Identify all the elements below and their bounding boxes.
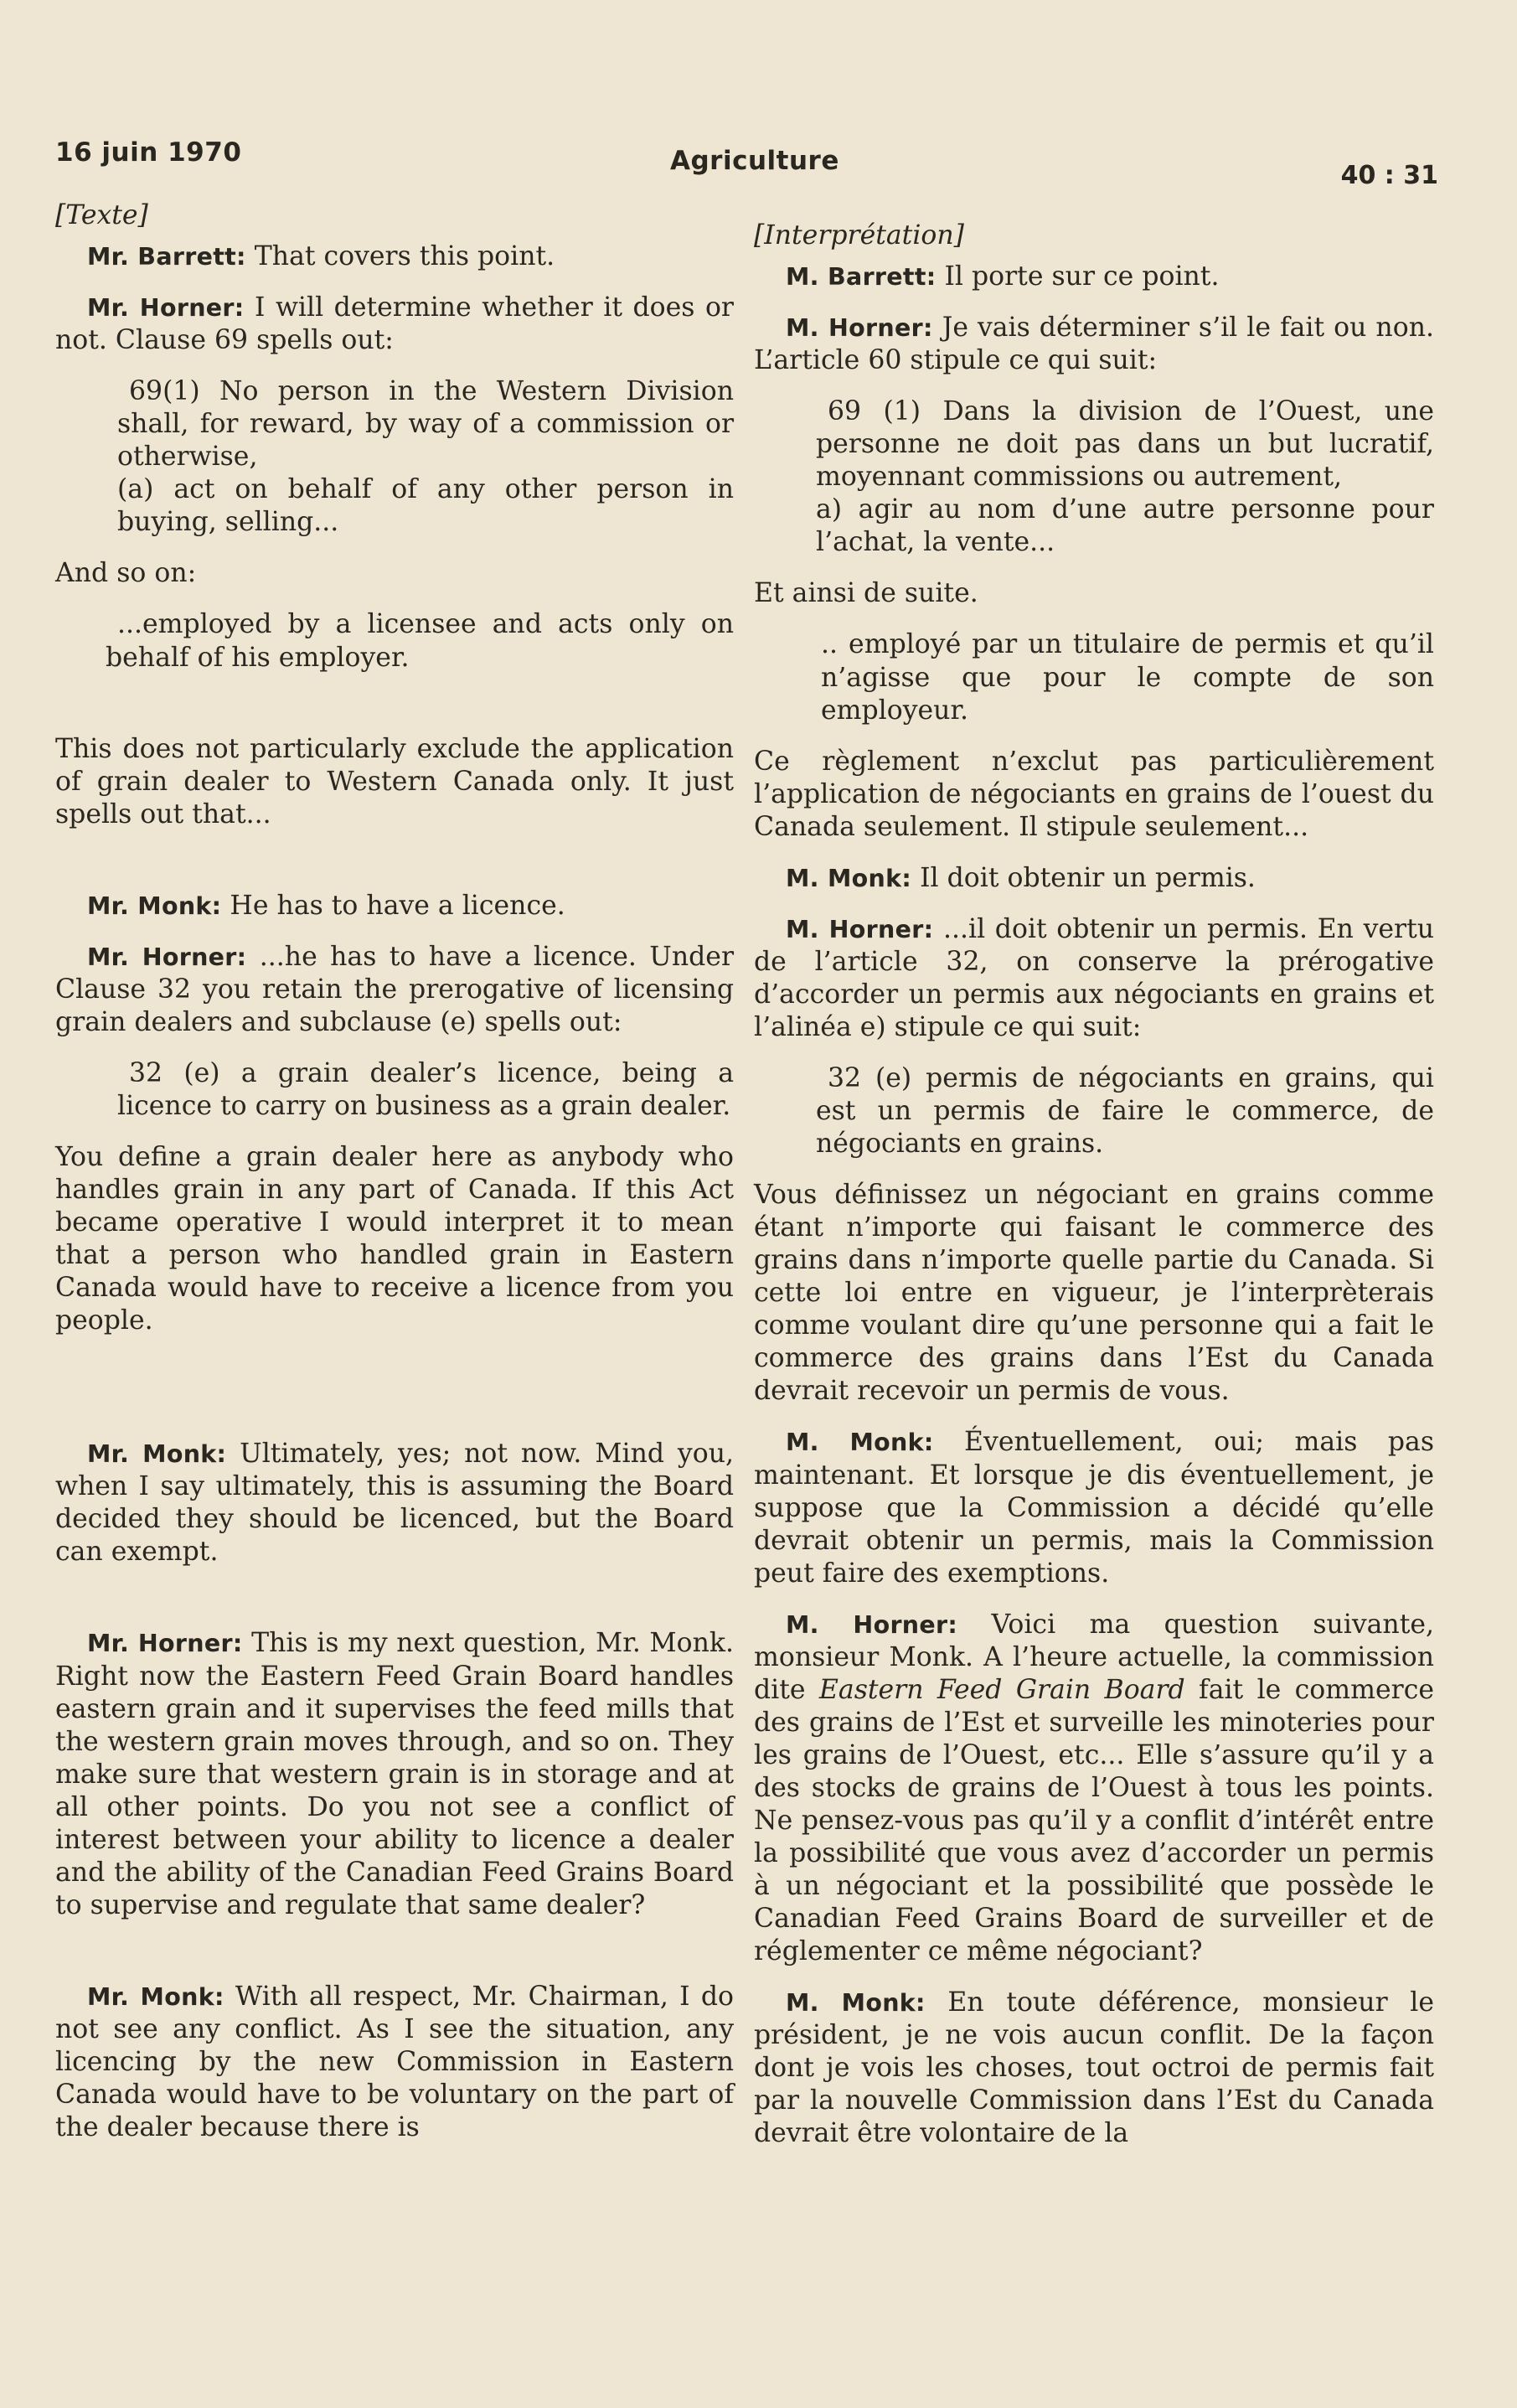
speaker-name: M. Monk: — [786, 864, 912, 892]
quotation: ...employed by a licensee and acts only on behalf of his employer. — [106, 609, 734, 673]
speaker-name: Mr. Horner: — [87, 1630, 243, 1658]
speech-horner-1 — [55, 292, 734, 357]
speaker-name: Mr. Horner: — [87, 943, 247, 971]
speech-text: This is my next question, Mr. Monk. Right now the Eastern Feed Grain Board handles eastern grain and it supervises the feed mills that the western grain moves through, and so on. They make sure that western grain is in storage and at all other points. Do you not see a conflict of interest between your ability to licence a dealer and the ability of the Canadian Feed Grains Board to supervise and regulate that same dealer? — [55, 1628, 734, 1920]
speaker-name: M. Horner: — [786, 1610, 958, 1639]
speech-barrett — [754, 261, 1434, 293]
speaker-name: M. Monk: — [786, 1429, 934, 1457]
speech-text: Éventuellement, oui; mais pas maintenant. Et lorsque je dis éventuellement, je suppose que la Commission a décidé qu’elle devrait obtenir un permis, mais la Commission peut faire des exemptions. — [754, 1427, 1434, 1589]
speech-monk-3 — [55, 1981, 734, 2144]
speech-text: Ultimately, yes; not now. Mind you, when I say ultimately, this is assuming the Board decided they should be licenced, but the Board can exempt. — [55, 1439, 734, 1568]
speech-text: He has to have a licence. — [230, 890, 565, 921]
quotation: 69(1) No person in the Western Division shall, for reward, by way of a commission or otherwise, — [117, 376, 734, 473]
paragraph: Ce règlement n’exclut pas particulièrement l’application de négociants en grains de l’ouest du Canada seulement. Il stipule seulement... — [754, 746, 1434, 842]
speaker-name: Mr. Monk: — [87, 891, 222, 920]
header-page-number: 40 : 31 — [1340, 161, 1438, 190]
speaker-name: M. Horner: — [786, 314, 933, 343]
speech-text: ...il doit obtenir un permis. En vertu de l’article 32, on conserve la prérogative d’accorder un permis aux négociants en grains et l’alinéa e) stipule ce qui suit: — [754, 913, 1435, 1042]
quotation: 32 (e) permis de négociants en grains, qui est un permis de faire le commerce, de négociants en grains. — [816, 1062, 1434, 1160]
speech-text: Voici ma question suivante, monsieur Monk. A l’heure actuelle, la commission dite — [754, 1609, 1435, 1705]
speech-monk-3 — [754, 1987, 1434, 2150]
quotation: 69 (1) Dans la division de l’Ouest, une personne ne doit pas dans un but lucratif, moyennant commissions ou autrement, — [816, 396, 1434, 493]
speaker-name: M. Horner: — [786, 915, 934, 943]
speech-monk-1 — [754, 862, 1434, 895]
speaker-name: Mr. Horner: — [87, 294, 245, 323]
speech-text: I will determine whether it does or not. Clause 69 spells out: — [55, 292, 734, 356]
speech-text: With all respect, Mr. Chairman, I do not see any conflict. As I see the situation, any licencing by the new Commission in Eastern Canada would have to be voluntary on the part of the dealer because there is — [55, 1981, 734, 2143]
speaker-name: Mr. Monk: — [87, 1440, 227, 1469]
speaker-name: Mr. Barrett: — [87, 243, 246, 271]
speech-barrett — [55, 240, 734, 273]
speech-monk-1 — [55, 890, 734, 922]
header-date: 16 juin 1970 — [55, 137, 242, 168]
french-column — [754, 220, 1434, 2150]
section-marker: [Texte] — [55, 200, 148, 230]
speaker-name: Mr. Monk: — [87, 1982, 224, 2011]
speech-monk-2 — [754, 1426, 1434, 1589]
quotation: a) agir au nom d’une autre personne pour l’achat, la vente... — [816, 494, 1434, 558]
speech-text: ...he has to have a licence. Under Clause 32 you retain the prerogative of licensing grain dealers and subclause (e) spells out: — [55, 941, 734, 1037]
speech-horner-3 — [55, 1627, 734, 1921]
paragraph: Vous définissez un négociant en grains comme étant n’importe qui faisant le commerce des grains dans n’importe quelle partie du Canada. Si cette loi entre en vigueur, je l’interprèterais comme voulant dire qu’une personne qui a fait le commerce des grains dans l’Est du Canada devrait recevoir un permis de vous. — [754, 1180, 1434, 1407]
speech-horner-1 — [754, 312, 1434, 377]
quotation: 32 (e) a grain dealer’s licence, being a licence to carry on business as a grain dealer. — [117, 1057, 734, 1121]
header-title: Agriculture — [670, 146, 839, 176]
speech-horner-2 — [55, 941, 734, 1039]
speaker-name: M. Monk: — [786, 1989, 926, 2018]
speech-horner-2 — [754, 913, 1434, 1044]
paragraph: Et ainsi de suite. — [754, 578, 978, 609]
speech-horner-3 — [754, 1609, 1434, 1969]
speech-text: En toute déférence, monsieur le président, je ne vois aucun conflit. De la façon dont je vois les choses, tout octroi de permis fait par la nouvelle Commission dans l’Est du Canada devrait être volontaire de la — [754, 1987, 1435, 2149]
quotation: .. employé par un titulaire de permis et qu’il n’agisse que pour le compte de son employeur. — [821, 629, 1434, 726]
speech-text: fait le commerce des grains de l’Est et surveille les minoteries pour les grains de l’Ouest, etc... Elle s’assure qu’il y a des stocks de grains de l’Ouest à tous les points. Ne pensez-vous pas qu’il y a conflit d’intérêt entre la possibilité que vous avez d’accorder un permis à un négociant et la possibilité que possède le Canadian Feed Grains Board de surveiller et de réglementer ce même négociant? — [754, 1674, 1434, 1967]
speech-text: Il doit obtenir un permis. — [920, 862, 1256, 893]
paragraph: You define a grain dealer here as anybody who handles grain in any part of Canada. If this Act became operative I would interpret it to mean that a person who handled grain in Eastern Canada would have to receive a licence from you people. — [55, 1141, 734, 1336]
paragraph: And so on: — [55, 558, 197, 589]
section-marker: [Interprétation] — [754, 220, 964, 251]
speaker-name: M. Barrett: — [786, 263, 937, 292]
speech-text: That covers this point. — [254, 241, 555, 272]
paragraph: This does not particularly exclude the application of grain dealer to Western Canada only. It just spells out that... — [55, 733, 734, 829]
speech-monk-2 — [55, 1438, 734, 1568]
quotation: (a) act on behalf of any other person in buying, selling... — [117, 474, 734, 538]
page-header — [55, 134, 1438, 193]
english-column — [55, 199, 734, 2144]
speech-text: Je vais déterminer s’il le fait ou non. L’article 60 stipule ce qui suit: — [754, 313, 1434, 376]
board-name: Eastern Feed Grain Board — [818, 1674, 1185, 1705]
speech-text: Il porte sur ce point. — [944, 261, 1220, 292]
